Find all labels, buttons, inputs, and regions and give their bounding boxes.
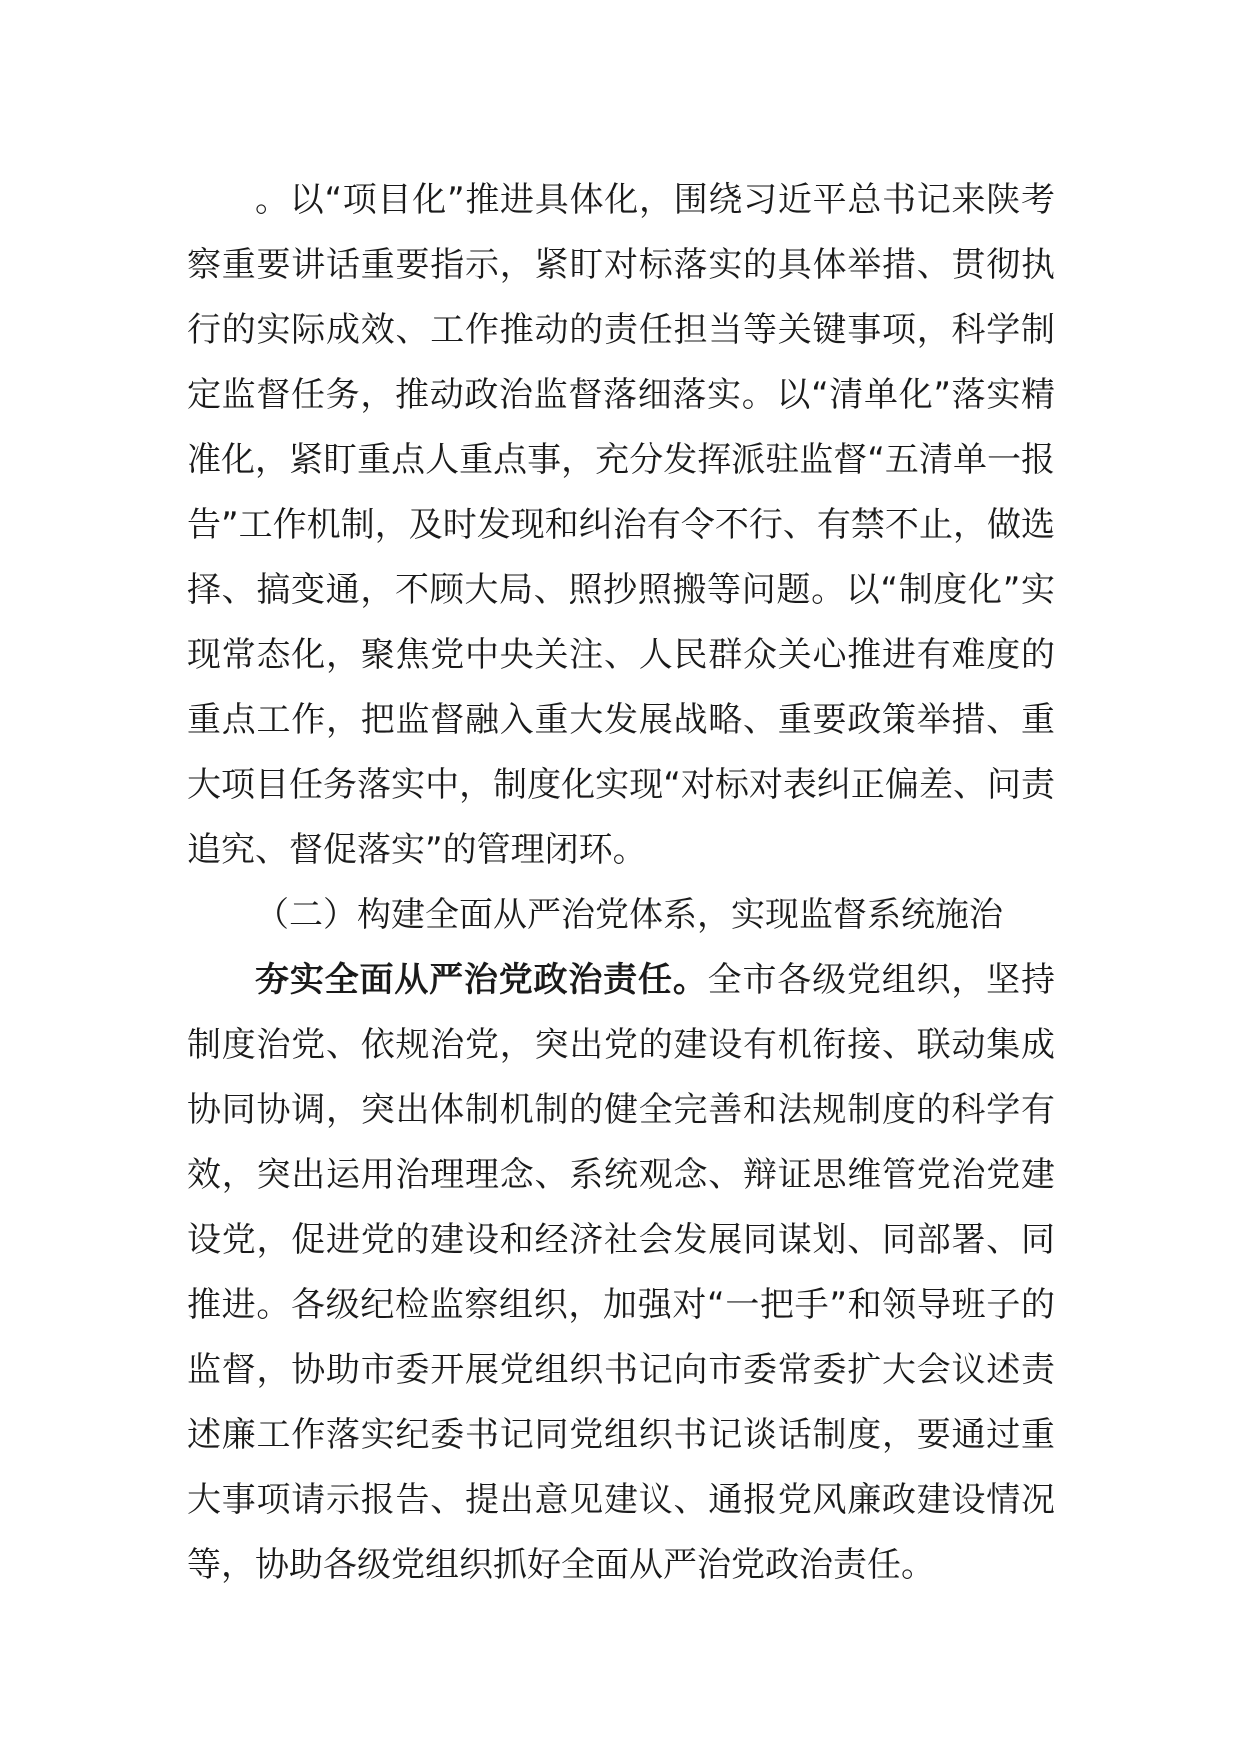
- paragraph-2-body: 全市各级党组织，坚持制度治党、依规治党，突出党的建设有机衔接、联动集成协同协调，突出体制机制的健全完善和法规制度的科学有效，突出运用治理理念、系统观念、辩证思维管党治党建设党，促进党的建设和经济社会发展同谋划、同部署、同推进。各级纪检监察组织，加强对“一把手”和领导班子的监督，协助市委开展党组织书记向市委常委扩大会议述责述廉工作落实纪委书记同党组织书记谈话制度，要通过重大事项请示报告、提出意见建议、通报党风廉政建设情况等，协助各级党组织抓好全面从严治党政治责任。: [187, 960, 1056, 1585]
- document-body: [187, 168, 1055, 1598]
- paragraph-2: [187, 948, 1055, 1598]
- paragraph-2-lead: 夯实全面从严治党政治责任。: [255, 960, 708, 1000]
- paragraph-1: 。以“项目化”推进具体化，围绕习近平总书记来陕考察重要讲话重要指示，紧盯对标落实的具体举措、贯彻执行的实际成效、工作推动的责任担当等关键事项，科学制定监督任务，推动政治监督落细落实。以“清单化”落实精准化，紧盯重点人重点事，充分发挥派驻监督“五清单一报告”工作机制，及时发现和纠治有令不行、有禁不止，做选择、搞变通，不顾大局、照抄照搬等问题。以“制度化”实现常态化，聚焦党中央关注、人民群众关心推进有难度的重点工作，把监督融入重大发展战略、重要政策举措、重大项目任务落实中，制度化实现“对标对表纠正偏差、问责追究、督促落实”的管理闭环。: [187, 180, 1055, 870]
- section-heading: （二）构建全面从严治党体系，实现监督系统施治: [255, 895, 1003, 935]
